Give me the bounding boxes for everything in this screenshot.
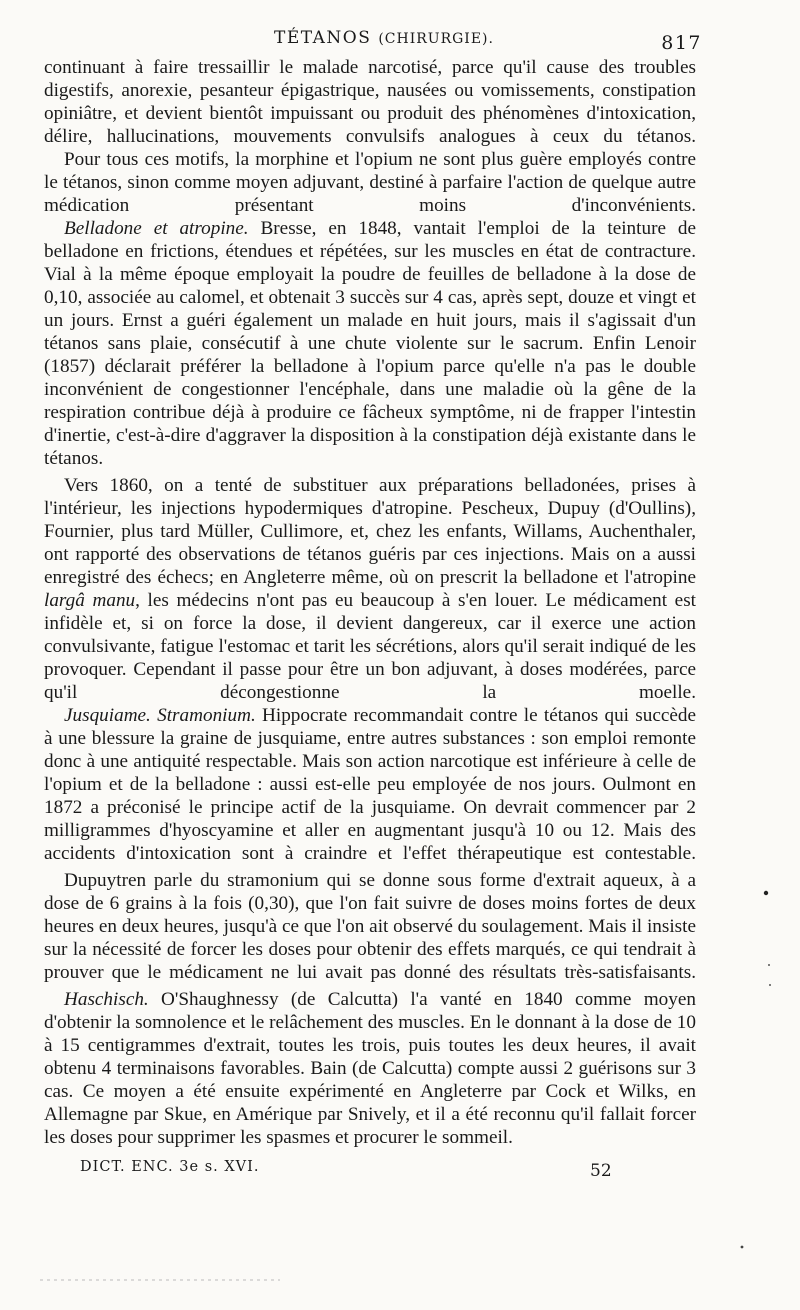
paragraph-atropine: [44, 474, 696, 704]
ink-speck: [769, 984, 771, 986]
ink-speck: [768, 964, 770, 966]
page-number: 817: [661, 32, 702, 54]
signature-number: 52: [590, 1161, 612, 1181]
section-heading-belladone: Belladone et atropine.: [64, 218, 249, 239]
section-heading-haschisch: Haschisch.: [64, 989, 149, 1010]
ink-speck: [741, 1246, 744, 1249]
paragraph-text: Bresse, en 1848, vantait l'emploi de la teinture de belladone en frictions, étendues et répétées, sur les muscles en état de contracture. Vial à la même époque employait la poudre de feuilles de belladone à la dose de 0,10, associée au calomel, et obtenait 3 succès sur 4 cas, après sept, douze et vingt et un jours. Ernst a guéri également un malade en huit jours, mais il s'agissait d'un tétanos sans plaie, consécutif à une chute violente sur le sacrum. Enfin Lenoir (1857) déclarait préférer la belladone à l'opium parce qu'elle n'a pas le double inconvénient de congestionner l'encéphale, dans une maladie où la gêne de la respiration contribue déjà à produire ce fâcheux symptôme, ni de frapper l'intestin d'inertie, c'est-à-dire d'aggraver la disposition à la constipation déjà existante dans le tétanos.: [44, 218, 696, 469]
running-title-text: TÉTANOS: [274, 28, 372, 48]
body-text: [44, 56, 696, 1149]
paragraph-belladone: [44, 217, 696, 470]
running-header: [44, 26, 702, 56]
paragraph-text: Hippocrate recommandait contre le tétanos qui succède à une blessure la graine de jusquiame, entre autres substances : son emploi remonte donc à une antiquité respectable. Mais son action narcotique est inférieure à celle de l'opium et de la belladone : aussi est-elle peu employée de nos jours. Oulmont en 1872 a préconisé le principe actif de la jusquiame. On devrait commencer par 2 milligrammes d'hyoscyamine et aller en augmentant jusqu'à 10 ou 12. Mais des accidents d'intoxication sont à craindre et l'effet thérapeutique est contestable.: [44, 705, 696, 864]
paragraph-stramonium: [44, 869, 696, 984]
running-subtitle: (CHIRURGIE).: [378, 31, 494, 47]
paragraph-jusquiame: [44, 704, 696, 865]
paragraph-text: Pour tous ces motifs, la morphine et l'opium ne sont plus guère employés contre le tétanos, sinon comme moyen adjuvant, destiné à parfaire l'action de quelque autre médication présentant moins d'inconvénients.: [44, 149, 696, 216]
paragraph-2: [44, 148, 696, 217]
paragraph-text: Vers 1860, on a tenté de substituer aux préparations belladonées, prises à l'intérieur, les injections hypodermiques d'atropine. Pescheux, Dupuy (d'Oullins), Fournier, plus tard Müller, Cullimore, et, chez les enfants, Willams, Auchenthaler, ont rapporté des observations de tétanos guéris par ces injections. Mais on a aussi enregistré des échecs; en Angleterre même, où on prescrit la belladone et l'atropine: [44, 475, 696, 588]
ink-speck: [764, 891, 768, 895]
paragraph-text: continuant à faire tressaillir le malade narcotisé, parce qu'il cause des troubles digestifs, anorexie, pesanteur épigastrique, nausées ou vomissements, constipation opiniâtre, et devient bientôt impuissant ou produit des phénomènes d'intoxication, délire, hallucinations, mouvements convulsifs analogues à ceux du tétanos.: [44, 57, 696, 147]
section-heading-jusquiame: Jusquiame. Stramonium.: [64, 705, 256, 726]
paragraph-text: , les médecins n'ont pas eu beaucoup à s'en louer. Le médicament est infidèle et, si on force la dose, il devient dangereux, car il exerce une action convulsivante, fatigue l'estomac et tarit les sécrétions, alors qu'il serait indiqué de les provoquer. Cependant il passe pour être un bon adjuvant, à doses modérées, parce qu'il décongestionne la moelle.: [44, 590, 696, 703]
document-page: [44, 26, 702, 1185]
paragraph-text: O'Shaughnessy (de Calcutta) l'a vanté en 1840 comme moyen d'obtenir la somnolence et le relâchement des muscles. En le donnant à la dose de 10 à 15 centigrammes d'extrait, toutes les trois, puis toutes les deux heures, il avait obtenu 4 terminaisons favorables. Bain (de Calcutta) compte aussi 2 guérisons sur 3 cas. Ce moyen a été ensuite expérimenté en Angleterre par Cock et Wilks, en Allemagne par Skue, en Amérique par Snively, et il a été reconnu qu'il fallait forcer les doses pour supprimer les spasmes et procurer le sommeil.: [44, 989, 696, 1148]
paragraph-text: Dupuytren parle du stramonium qui se donne sous forme d'extrait aqueux, à a dose de 6 grains à la fois (0,30), que l'on fait suivre de doses moins fortes de deux heures en deux heures, jusqu'à ce que l'on ait observé du soulagement. Mais il insiste sur la nécessité de forcer les doses pour obtenir des effets marqués, ce qui tendrait à prouver que le médicament ne lui avait pas donné des résultats très-satisfaisants.: [44, 870, 696, 983]
italic-phrase: largâ manu: [44, 590, 136, 611]
printer-signature: [44, 1155, 696, 1185]
paragraph-haschisch: [44, 988, 696, 1149]
paragraph-1: [44, 56, 696, 148]
running-title: [274, 28, 494, 48]
signature-mark: DICT. ENC. 3e s. XVI.: [80, 1159, 260, 1175]
